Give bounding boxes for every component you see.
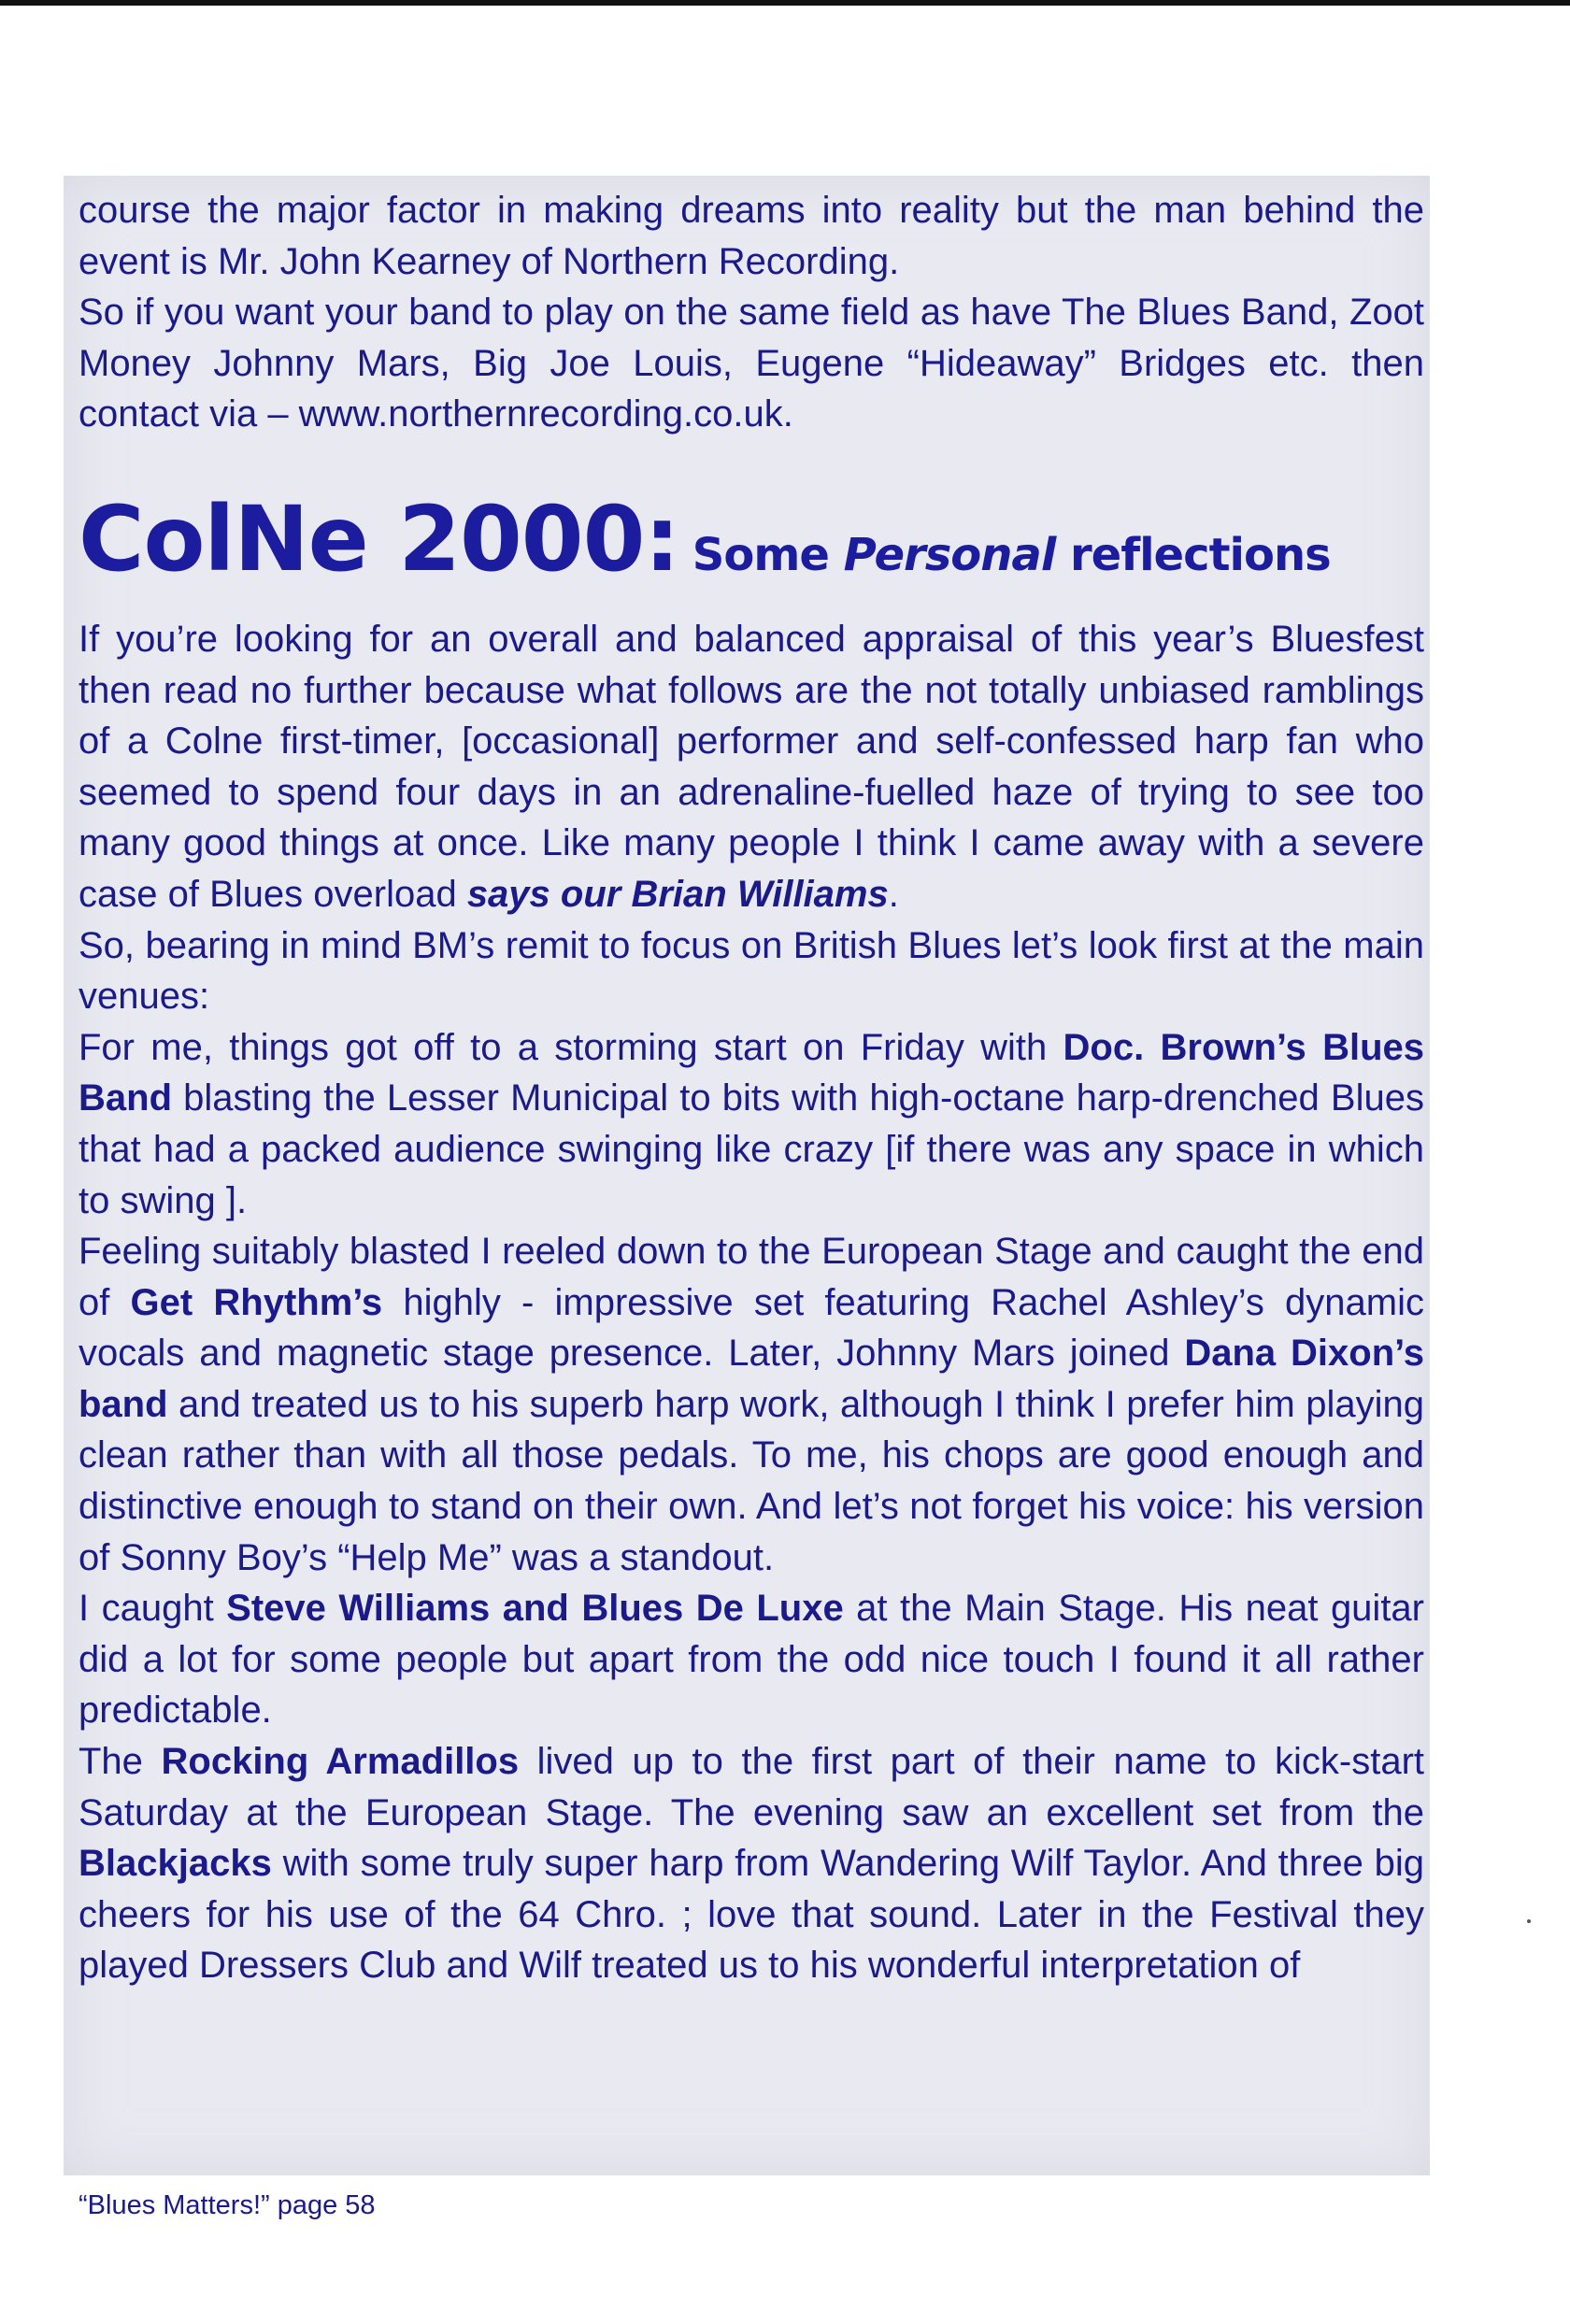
article-paragraph-6-a: The [78,1741,162,1783]
article-paragraph-6-b: lived up to the first part of their name to kick-start Saturday at the European Stage. The evening saw an excellent set from the [78,1741,1424,1833]
intro-paragraph-2: So if you want your band to play on the same field as have The Blues Band, Zoot Money Johnny Mars, Big Joe Louis, Eugene “Hideaway” Bridges etc. then contact via – www.northernrecording.co.uk. [78,292,1424,435]
top-border-rule [0,0,1570,6]
article-paragraph-2: So, bearing in mind BM’s remit to focus on British Blues let’s look first at the main venues: [78,924,1424,1018]
article-subtitle-pre: Some [692,528,844,581]
article-title-main: ColNe 2000: [78,486,679,592]
article-paragraph-4-b: highly - impressive set featuring Rachel Ashley’s dynamic vocals and magnetic stage presence. Later, Johnny Mars joined [78,1281,1424,1375]
article-paragraph-6-c: with some truly super harp from Wandering Wilf Taylor. And three big cheers for his use of the 64 Chro. ; love that sound. Later in the Festival they played Dressers Club and Wilf treated us to his wonderful interpretation of [78,1843,1424,1987]
article-subtitle-post: reflections [1055,528,1331,581]
intro-paragraph-1: course the major factor in making dreams into reality but the man behind the event is Mr. John Kearney of Northern Recording. [78,190,1424,282]
page-content [78,185,1424,1991]
band-name-steve-williams: Steve Williams and Blues De Luxe [226,1588,844,1630]
page-footer: “Blues Matters!” page 58 [78,2190,376,2220]
article-paragraph-1-end: . [888,873,899,915]
article-paragraph-3-b: blasting the Lesser Municipal to bits with high-octane harp-drenched Blues that had a packed audience swinging like crazy [if there was any space in which to swing ]. [78,1077,1424,1221]
article-paragraph-6 [78,1736,1424,1991]
article-paragraph-3-a: For me, things got off to a storming start on Friday with [78,1026,1063,1068]
band-name-dana-dixon: Dana Dixon’s band [78,1333,1424,1425]
article-paragraph-4 [78,1226,1424,1583]
article-paragraph-1 [78,614,1424,920]
article-paragraph-1-text: If you’re looking for an overall and balanced appraisal of this year’s Bluesfest then read no further because what follows are the not totally unbiased ramblings of a Colne first-timer, [occasional] performer and self-confessed harp fan who seemed to spend four days in an adrenaline-fuelled haze of trying to see too many good things at once. Like many people I think I came away with a severe case of Blues overload [78,618,1424,915]
article-subtitle [692,529,1331,581]
scan-speck [1527,1919,1531,1923]
article-paragraph-4-c: and treated us to his superb harp work, although I think I prefer him playing clean rather than with all those pedals. To me, his chops are good enough and distinctive enough to stand on their own. And let’s not forget his voice: his version of Sonny Boy’s “Help Me” was a standout. [78,1383,1424,1578]
band-name-rocking-armadillos: Rocking Armadillos [161,1741,520,1783]
article-paragraph-5 [78,1583,1424,1736]
author-byline: says our Brian Williams [466,873,889,915]
band-name-get-rhythm: Get Rhythm’s [130,1281,383,1323]
article-paragraph-4-a: Feeling suitably blasted I reeled down to the European Stage and caught the end of [78,1231,1424,1323]
article-paragraph-3 [78,1022,1424,1226]
article-subtitle-italic: Personal [843,528,1056,581]
band-name-blackjacks: Blackjacks [78,1843,272,1885]
article-paragraph-5-a: I caught [78,1588,227,1630]
article-title [78,483,1424,595]
article-paragraph-5-b: at the Main Stage. His neat guitar did a lot for some people but apart from the odd nice touch I found it all rather predictable. [78,1588,1424,1732]
band-name-doc-brown: Doc. Brown’s Blues Band [78,1026,1424,1119]
